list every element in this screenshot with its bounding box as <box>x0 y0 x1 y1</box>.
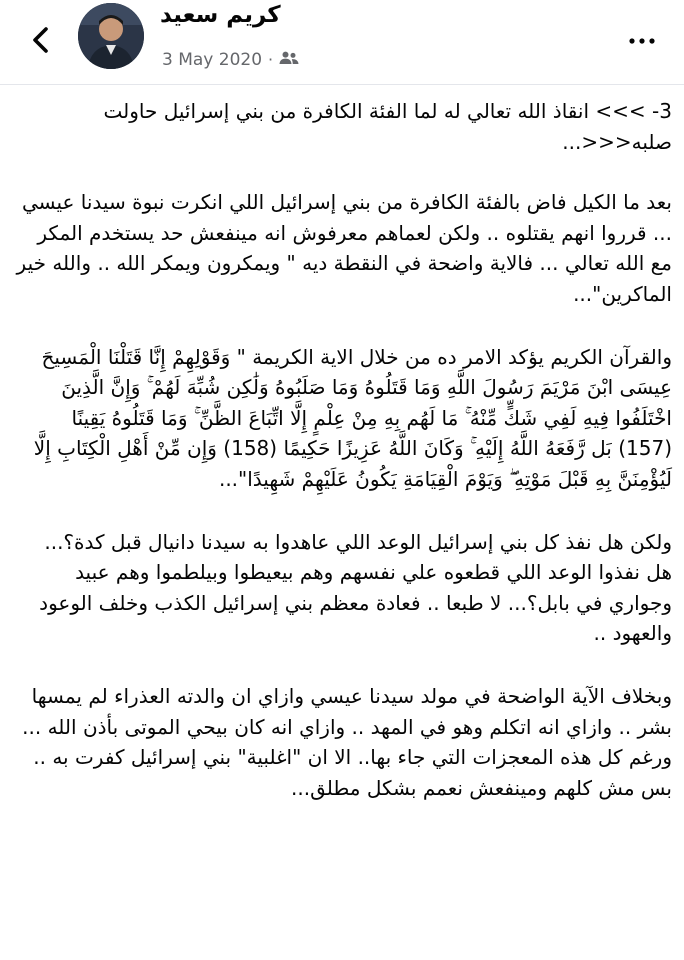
more-options-button[interactable] <box>622 26 662 50</box>
friends-icon[interactable] <box>279 50 299 70</box>
post-paragraph: 3- >>> انقاذ الله تعالي له لما الفئة الكافرة من بني إسرائيل حاولت صلبه<<<... <box>103 99 672 154</box>
meta-separator: · <box>268 50 274 69</box>
post-paragraph: والقرآن الكريم يؤكد الامر ده من خلال الاية الكريمة " وَقَوْلِهِمْ إِنَّا قَتَلْنَا الْمَسِيحَ عِيسَى ابْنَ مَرْيَمَ رَسُولَ اللَّهِ وَمَا قَتَلُوهُ وَمَا صَلَبُوهُ وَلَٰكِن شُبِّهَ لَهُمْ ۚ وَإِنَّ الَّذِينَ اخْتَلَفُوا فِيهِ لَفِي شَكٍّ مِّنْهُ ۚ مَا لَهُم بِهِ مِنْ عِلْمٍ إِلَّا اتِّبَاعَ الظَّنِّ ۚ وَمَا قَتَلُوهُ يَقِينًا (157) بَل رَّفَعَهُ اللَّهُ إِلَيْهِ ۚ وَكَانَ اللَّهُ عَزِيزًا حَكِيمًا (158) وَإِن مِّنْ أَهْلِ الْكِتَابِ إِلَّا لَيُؤْمِنَنَّ بِهِ قَبْلَ مَوْتِهِ ۖ وَيَوْمَ الْقِيَامَةِ يَكُونُ عَلَيْهِمْ شَهِيدًا"... <box>33 344 672 491</box>
post-header <box>0 0 684 80</box>
post-paragraph: وبخلاف الآية الواضحة في مولد سيدنا عيسي وازاي ان والدته العذراء لم يمسها بشر .. وازاي انه اتكلم وهو في المهد .. وازاي انه كان بيحي الموتى بأذن الله ... ورغم كل هذه المعجزات التي جاء بها.. الا ان "اغلبية" بني إسرائيل كفرت به .. بس مش كلهم ومينفعش نعمم بشكل مطلق... <box>22 683 672 800</box>
post-meta <box>162 48 299 72</box>
chevron-left-icon <box>31 26 49 58</box>
post-body <box>14 96 672 835</box>
more-horizontal-icon <box>629 29 655 48</box>
post-date[interactable]: 3 May 2020 <box>162 50 263 70</box>
avatar[interactable] <box>78 3 144 69</box>
author-name[interactable]: كريم سعيد <box>160 2 281 28</box>
back-button[interactable] <box>20 22 60 62</box>
header-divider <box>0 84 684 85</box>
post-paragraph: ولكن هل نفذ كل بني إسرائيل الوعد اللي عاهدوا به سيدنا دانيال قبل كدة؟... هل نفذوا الوعد اللي قطعوه علي نفسهم وهم بيعيطوا وبيلطموا وهم عبيد وجواري في بابل؟... لا طبعا .. فعادة معظم بني إسرائيل الكذب وخلف الوعود والعهود .. <box>39 529 672 646</box>
post-paragraph: بعد ما الكيل فاض بالفئة الكافرة من بني إسرائيل اللي انكرت نبوة سيدنا عيسي ... قرروا انهم يقتلوه .. ولكن لعماهم معرفوش انه مينفعش حد يستخدم المكر مع الله تعالي ... فالاية واضحة في النقطة ديه " ويمكرون ويمكر الله .. والله خير الماكرين"... <box>16 190 672 306</box>
